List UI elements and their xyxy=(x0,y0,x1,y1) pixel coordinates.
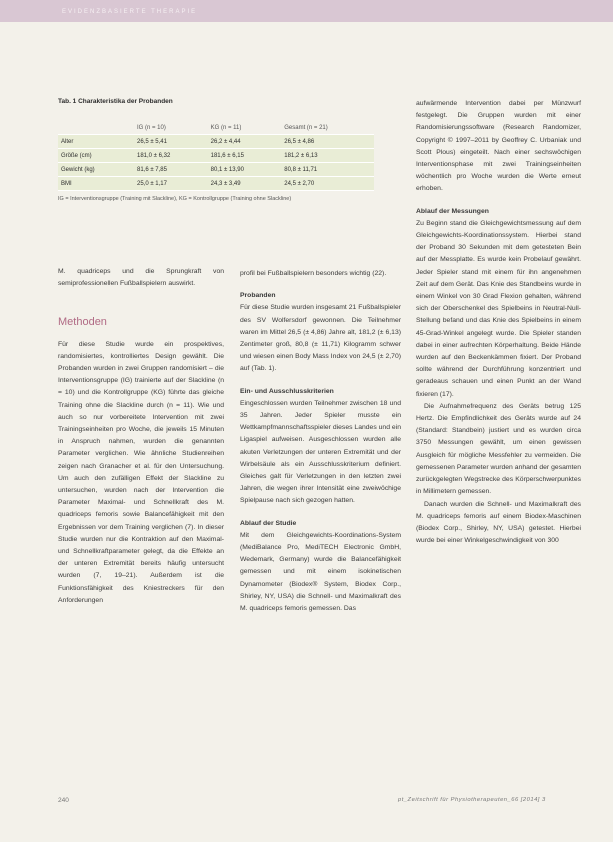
table-block xyxy=(58,98,394,203)
table-cell: 26,5 ± 5,41 xyxy=(134,135,208,149)
methoden-paragraph: Für diese Studie wurde ein prospektives, randomisiertes, kontrolliertes Design gewählt. Die Probanden wurden in zwei Gruppen randomisiert – die Interventionsgruppe (IG) trainierte auf der Slackline (n = 10) und die Kontrollgruppe (KG) führte das gleiche Training ohne die Slackline durch (n = 11). Wie und auch so nur vorbereitete Intervention mit zwei Trainingseinheiten pro Woche, die jeweils 15 Minuten in Anspruch nahmen, wurden die genannten Parameter verglichen. Wie ähnliche Studienreihen zeigen nach Granacher et al. für den Untersuchung. Um auch den zufälligen Effekt der Slackline zu untersuchen, wurden nach der Intervention die Parameter Maximal- und Schnellkraft des M. quadriceps femoris sowie Balancefähigkeit mit den Ergebnissen vor dem Training verglichen (7). In dieser Studie wurden nur die Kontraktion auf den Maximal- und Schnellkraftparameter gelegt, da die Effekte an der unteren Extremität bereits häufig untersucht wurden (7, 19–21). Außerdem ist die Funktionsfähigkeit des Kniestreckers für den Anforderungen xyxy=(58,340,224,604)
table-header-cell: KG (n = 11) xyxy=(208,121,282,135)
footer-journal: pt_Zeitschrift für Physiotherapeuten_66 [2014] 3 xyxy=(398,797,546,803)
subheading-probanden: Probanden xyxy=(240,292,276,300)
table-cell: 25,0 ± 1,17 xyxy=(134,177,208,191)
table-footnote: IG = Interventionsgruppe (Training mit Slackline), KG = Kontrollgruppe (Training ohne Slackline) xyxy=(58,196,292,202)
table-cell: 181,2 ± 6,13 xyxy=(281,149,374,163)
table-cell: Größe (cm) xyxy=(58,149,134,163)
table-row xyxy=(58,149,374,163)
text-column-2 xyxy=(240,268,401,615)
table-header-cell xyxy=(58,121,134,135)
running-head: EVIDENZBASIERTE THERAPIE xyxy=(62,9,198,15)
page-number: 240 xyxy=(58,797,69,804)
text-column-3 xyxy=(416,98,581,547)
probanden-paragraph: Für diese Studie wurden insgesamt 21 Fußballspieler des SV Wolfersdorf gewonnen. Die Teilnehmer waren im Mittel 26,5 (± 4,86) Jahre alt, 181,2 (± 6,13) Zentimeter groß, 80,8 (± 11,71) Kilogramm schwer und wiesen einen Body Mass Index von 24,5 (± 2,70) auf (Tab. 1). xyxy=(240,304,401,373)
table-cell: 26,2 ± 4,44 xyxy=(208,135,282,149)
section-heading-methoden: Methoden xyxy=(58,316,107,329)
table-cell: 181,6 ± 6,15 xyxy=(208,149,282,163)
kriterien-paragraph: Eingeschlossen wurden Teilnehmer zwischen 18 und 35 Jahren. Jeder Spieler musste ein Wettkampfmannschaftsspieler dieses Landes und ein Ligaspiel aufweisen. Ausgeschlossen wurden alle akuten Verletzungen der unteren Extremität und der Wirbelsäule als ein Ausschlusskriterium definiert. Gleiches galt für Verletzungen in den letzten zwei Jahren, die wegen ihrer Intensität eine zweiwöchige Spielpause nach sich gezogen hatten. xyxy=(240,399,401,505)
table-cell: BMI xyxy=(58,177,134,191)
ablauf-paragraph: Mit dem Gleichgewichts-Koordinations-System (MediBalance Pro, MediTECH Electronic GmbH, Wedemark, Germany) wurde die Balancefähigkeit gemessen und mit einem isokinetischen Dynamometer (Biodex® System, Biodex Corp., Shirley, NY, USA) die Schnell- und Maximalkraft des M. quadriceps femoris gemessen. Das xyxy=(240,531,401,613)
table-cell: 181,0 ± 6,32 xyxy=(134,149,208,163)
table-cell: 24,3 ± 3,49 xyxy=(208,177,282,191)
table-cell: 81,6 ± 7,85 xyxy=(134,163,208,177)
subheading-ablauf-studie: Ablauf der Studie xyxy=(240,519,297,527)
messung-paragraph: Zu Beginn stand die Gleichgewichtsmessung auf dem Gleichgewichts-Koordinationssystem. Hierbei stand der Proband 30 Sekunden mit dem getesteten Bein auf der Messplatte. Es wurde kein Probelauf gewährt. Jeder Spieler stand mit einem für ihn angenehmen Zeit auf dem Gerät. Das Knie des Standbeins wurde in einem Winkel von 30 Grad Flexion gehalten, während sich der Oberschenkel des Spielbeins in Neutral-Null-Stellung befand und das Knie des Spielbeins in einem 45-Grad-Winkel angelegt wurde. Die Spieler standen dabei in einer aufrechten Körperhaltung. Beide Hände wurden auf den Beckenkämmen fixiert. Der Proband sollte während der Durchführung konzentriert und geradeaus schauen und einen Punkt an der Wand fixieren (17). xyxy=(416,219,581,398)
text-column-1 xyxy=(58,266,224,607)
table-cell: 26,5 ± 4,86 xyxy=(281,135,374,149)
table-cell: Alter xyxy=(58,135,134,149)
table-header-cell: Gesamt (n = 21) xyxy=(281,121,374,135)
intro-paragraph: aufwärmende Intervention dabei per Münzwurf festgelegt. Die Gruppen wurden mit einer Randomisierungssoftware (Research Randomizer, Copyright © 1997–2011 by Geoffrey C. Urbaniak und Scott Plous) eingeteilt. Nach einer sechswöchigen Interventionsphase mit zwei Trainingseinheiten wöchentlich pro Woche wurden die Werte erneut erhoben. xyxy=(416,100,581,193)
table-cell: Gewicht (kg) xyxy=(58,163,134,177)
subheading-kriterien: Ein- und Ausschlusskriterien xyxy=(240,387,334,395)
header-band xyxy=(0,0,613,22)
table-header-row xyxy=(58,121,374,135)
table-cell: 80,1 ± 13,90 xyxy=(208,163,282,177)
table-cell: 80,8 ± 11,71 xyxy=(281,163,374,177)
biodex-paragraph: Danach wurden die Schnell- und Maximalkraft des M. quadriceps femoris auf einem Biodex-Maschinen (Biodex Corp., Shirley, NY, USA) getestet. Hierbei wurde bei einer Winkelgeschwindigkeit von 300 xyxy=(416,500,581,545)
subheading-ablauf-messungen: Ablauf der Messungen xyxy=(416,207,489,215)
table-title: Tab. 1 Charakteristika der Probanden xyxy=(58,98,173,105)
intro-paragraph: profil bei Fußballspielern besonders wichtig (22). xyxy=(240,270,387,277)
intro-paragraph: M. quadriceps und die Sprungkraft von semiprofessionellen Fußballspielern auswirkt. xyxy=(58,268,224,288)
table-row xyxy=(58,163,374,177)
table-header-cell: IG (n = 10) xyxy=(134,121,208,135)
frequency-paragraph: Die Aufnahmefrequenz des Geräts betrug 125 Hertz. Die Empfindlichkeit des Geräts wurde auf 24 (Standard: Standbein) justiert und es wurden circa 3750 Messungen gewählt, um einen gewissen Ausgleich für mögliche Messfehler zu vermeiden. Die gemessenen Parameter wurden anhand der gesamten zurückgelegten Wegstrecke des Körperschwerpunktes in Millimetern gemessen. xyxy=(416,402,581,496)
table-row xyxy=(58,135,374,149)
characteristics-table xyxy=(58,121,374,191)
table-row xyxy=(58,177,374,191)
table-cell: 24,5 ± 2,70 xyxy=(281,177,374,191)
